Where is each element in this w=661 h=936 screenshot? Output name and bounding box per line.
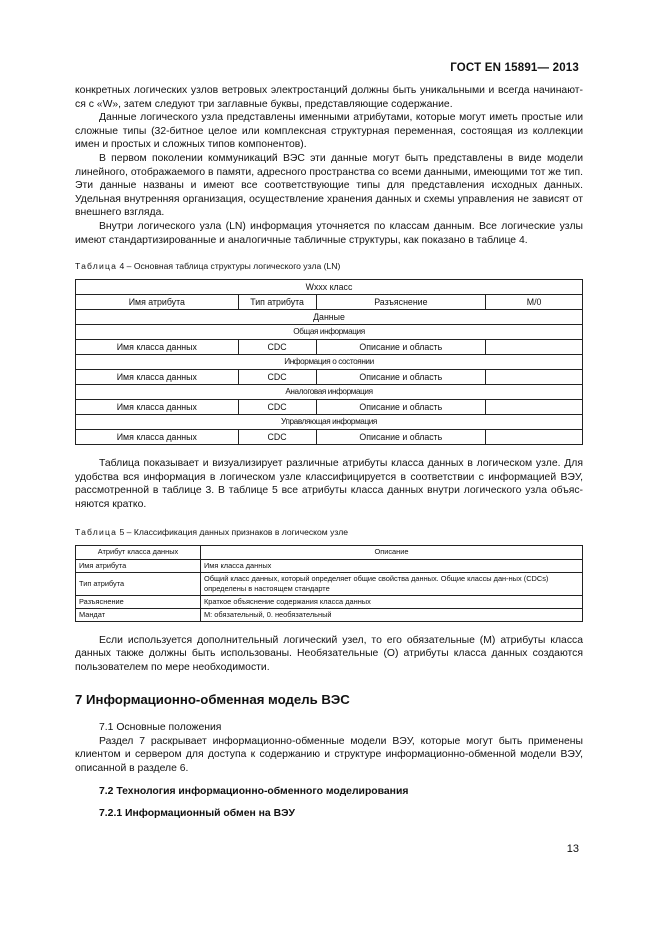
table-cell: Имя класса данных: [201, 559, 583, 572]
table-cell: Описание и область: [316, 370, 486, 385]
subsection-title: 7.2.1 Информационный обмен на ВЭУ: [99, 807, 295, 819]
paragraph: Внутри логического узла (LN) информация уточняется по классам данным. Все логические узлы имеют стандартизированные и аналогичные табличные структуры, как показано в таблице 4.: [75, 220, 583, 246]
table4-caption: [75, 261, 583, 271]
table-cell: Общий класс данных, который определяет общие свойства данных. Общие классы дан-ных (CDCs) определены в настоящем стандарте: [201, 572, 583, 595]
paragraph: В первом поколении коммуникаций ВЭС эти данные могут быть представлены в виде модели линейного, отображаемого в памяти, адресного пространства со всеми данными, имеющими тот же тип. Эти данные названы и имеют все соответствующие типы для представления исходных данных. Удельная внутренняя организация, осуществление хранения данных и схемы управления не зависят от внешнего взгляда.: [75, 152, 583, 219]
table-cell: Имя класса данных: [76, 400, 239, 415]
subsection-heading: 7.1 Основные положения: [99, 722, 222, 734]
table4-class-row: Wxxx класс: [76, 280, 583, 295]
table-cell: Имя атрибута: [76, 559, 201, 572]
subsection-title: 7.2 Технология информационно-обменного моделирования: [99, 785, 409, 797]
document-header: ГОСТ EN 15891— 2013: [450, 62, 579, 74]
table4-caption-label: Таблица: [75, 261, 118, 272]
table-cell: [486, 340, 583, 355]
table-cell: Разъяснение: [76, 595, 201, 608]
table-cell: М: обязательный, 0. необязательный: [201, 608, 583, 621]
table4-group-title: Управляющая информация: [76, 415, 583, 430]
table-cell: [486, 370, 583, 385]
table-cell: Имя класса данных: [76, 370, 239, 385]
table5-caption-text: 5 – Классификация данных признаков в логическом узле: [117, 526, 349, 537]
page-content: [75, 84, 583, 819]
table4-header: Разъяснение: [316, 295, 486, 310]
paragraph: конкретных логических узлов ветровых электростанций должны быть уникальными и всегда начинают-ся с «W», затем следуют три заглавные буквы, представляющие содержание.: [75, 85, 583, 110]
table4-header: М/0: [486, 295, 583, 310]
paragraph: Таблица показывает и визуализирует различные атрибуты класса данных в логическом узле. Для удобства вся информация в логическом узле классифицируется в соответствии с информацией ВЭУ, рассмотренной в таблице 3. В таблице 5 все атрибуты класса данных внутри логического узла объяс-няются кратко.: [75, 458, 583, 510]
table-cell: CDC: [238, 340, 316, 355]
table5-header: Описание: [201, 545, 583, 559]
table4-group-title: Общая информация: [76, 325, 583, 340]
table-cell: CDC: [238, 430, 316, 445]
table-cell: CDC: [238, 370, 316, 385]
table5-caption: [75, 527, 583, 537]
table4-header: Тип атрибута: [238, 295, 316, 310]
table-cell: [486, 430, 583, 445]
table4-caption-text: 4 – Основная таблица структуры логического узла (LN): [117, 261, 341, 272]
paragraph: Раздел 7 раскрывает информационно-обменные модели ВЭУ, которые могут быть применены клиентом и сервером для доступа к содержанию и структуре информационно-обменной модели ВЭУ, описанной в разделе 6.: [75, 735, 583, 775]
table-cell: CDC: [238, 400, 316, 415]
table4-group-title: Аналоговая информация: [76, 385, 583, 400]
table4-group-title: Информация о состоянии: [76, 355, 583, 370]
table5: [75, 545, 583, 622]
table5-caption-label: Таблица: [75, 526, 118, 537]
table-cell: Имя класса данных: [76, 340, 239, 355]
table-cell: Описание и область: [316, 400, 486, 415]
paragraph: Если используется дополнительный логический узел, то его обязательные (М) атрибуты класса данных также должны быть использованы. Необязательные (О) атрибуты класса данных создаются пользователем по мере необходимости.: [75, 634, 583, 673]
table4-data-row: Данные: [76, 310, 583, 325]
table-cell: [486, 400, 583, 415]
section-title: 7 Информационно-обменная модель ВЭС: [75, 692, 350, 708]
table-cell: Имя класса данных: [76, 430, 239, 445]
paragraph: Данные логического узла представлены именными атрибутами, которые могут иметь простые или сложные типы (32-битное целое или комплексная структурная переменная, состоящая из коллекции имен и простых и сложных типов компонентов).: [75, 112, 583, 151]
table-cell: Мандат: [76, 608, 201, 621]
table4: [75, 279, 583, 445]
table4-header: Имя атрибута: [76, 295, 239, 310]
table-cell: Описание и область: [316, 340, 486, 355]
table-cell: Описание и область: [316, 430, 486, 445]
table-cell: Тип атрибута: [76, 572, 201, 595]
table5-header: Атрибут класса данных: [76, 545, 201, 559]
page-number: 13: [566, 843, 579, 855]
table-cell: Краткое объяснение содержания класса данных: [201, 595, 583, 608]
